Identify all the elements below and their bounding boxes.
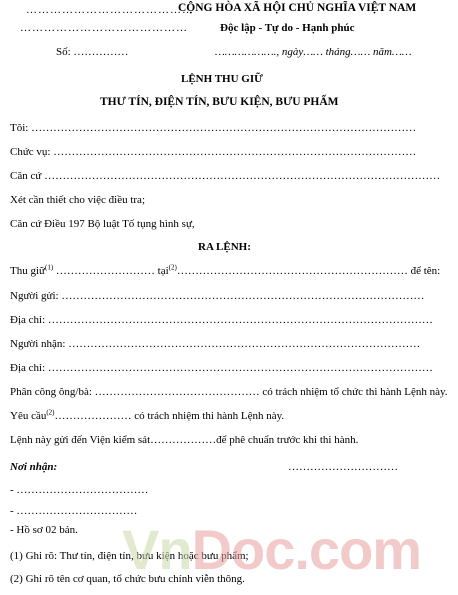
watermark-part-vn: Vn (122, 518, 192, 581)
footnote-ref-2: (2) (168, 263, 177, 272)
document-subtitle: THƯ TÍN, ĐIỆN TÍN, BƯU KIỆN, BƯU PHẨM (100, 96, 339, 108)
yeu-cau-line (10, 410, 284, 423)
agency-line-1: …………………………………… (26, 4, 194, 16)
recipient-item-1: - ……………………………… (10, 484, 149, 496)
agency-line-2: …………………………………… (20, 22, 188, 34)
footnote-ref-2b: (2) (46, 408, 55, 417)
yeu-cau-text: ………………… có trách nhiệm thi hành Lệnh này. (54, 410, 285, 422)
watermark-part-doc: Doc (191, 518, 295, 581)
document-title: LỆNH THU GIỮ (181, 73, 263, 85)
dia-chi-gui-line: Địa chỉ: …………………………………………………………………………………………… (10, 314, 433, 326)
date-line: ………………., ngày…… tháng…… năm…… (215, 46, 412, 58)
noi-nhan-label: Nơi nhận: (10, 461, 58, 473)
thu-giu-label: Thu giữ (10, 265, 45, 277)
footnote-1: (1) Ghi rõ: Thư tín, điện tín, bưu kiện hoặc bưu phẩm; (10, 550, 249, 562)
recipient-item-2: - …………………………… (10, 505, 138, 517)
national-motto: Độc lập - Tự do - Hạnh phúc (220, 22, 355, 34)
thu-giu-dots: ……………………… tại (53, 265, 169, 277)
xet-can-thiet-line: Xét cần thiết cho việc điều tra; (10, 194, 145, 206)
de-ten-text: ……………………………………………………… để tên: (176, 265, 441, 277)
watermark-part-com: .com (294, 518, 422, 581)
signature-dots: ………………………… (288, 461, 398, 473)
chuc-vu-line: Chức vụ: ……………………………………………………………………………………… (10, 146, 417, 158)
ra-lenh-heading: RA LỆNH: (198, 241, 251, 253)
footnote-2: (2) Ghi rõ tên cơ quan, tổ chức bưu chính viễn thông. (10, 573, 245, 585)
vndoc-watermark-logo (122, 517, 421, 582)
document-number: Số: …………… (56, 46, 129, 58)
yeu-cau-label: Yêu cầu (10, 410, 47, 422)
dia-chi-nhan-line: Địa chỉ: …………………………………………………………………………………………… (10, 362, 433, 374)
phan-cong-line: Phân công ông/bà: ……………………………………… có trách nhiệm tổ chức thi hành Lệnh này. (10, 386, 448, 398)
nguoi-gui-line: Người gửi: ……………………………………………………………………………………… (10, 290, 425, 302)
can-cu-dieu-line: Căn cứ Điều 197 Bộ luật Tố tụng hình sự, (10, 218, 195, 230)
nguoi-nhan-line: Người nhận: …………………………………………………………………………………… (10, 338, 421, 350)
can-cu-line: Căn cứ ……………………………………………………………………………………………… (10, 170, 441, 182)
gui-vien-kiem-sat-line: Lệnh này gửi đến Viện kiểm sát………………để phê chuẩn trước khi thi hành. (10, 434, 359, 446)
national-title: CỘNG HÒA XÃ HỘI CHỦ NGHĨA VIỆT NAM (178, 2, 417, 14)
toi-line: Tôi: …………………………………………………………………………………………… (10, 122, 417, 134)
recipient-item-3: - Hồ sơ 02 bản. (10, 524, 78, 536)
footnote-ref-1: (1) (45, 263, 54, 272)
thu-giu-line (10, 265, 440, 278)
